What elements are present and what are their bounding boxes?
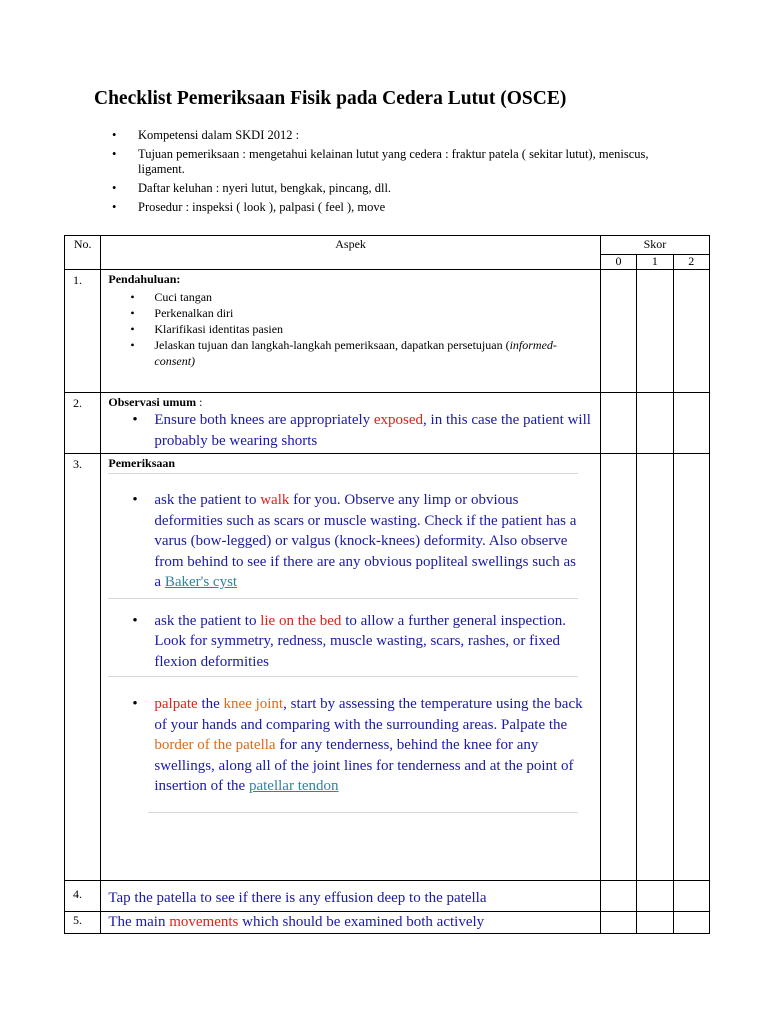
score-cell[interactable] — [637, 393, 673, 454]
score-cell[interactable] — [637, 912, 673, 934]
score-cell[interactable] — [673, 454, 709, 881]
row-number: 3. — [65, 454, 101, 881]
score-cell[interactable] — [637, 454, 673, 881]
row-number: 1. — [65, 270, 101, 393]
observation-text: • Ensure both knees are appropriately exposed, in this case the patient will probably be wearing shorts — [132, 410, 593, 451]
score-cell[interactable] — [673, 393, 709, 454]
score-cell[interactable] — [673, 881, 709, 912]
checklist-table — [64, 235, 710, 934]
table-row — [65, 912, 710, 934]
intro-item: • Prosedur : inspeksi ( look ), palpasi ( feel ), move — [112, 200, 672, 215]
highlight-exposed: exposed — [373, 412, 424, 428]
intro-item: • Kompetensi dalam SKDI 2012 : — [112, 128, 672, 143]
header-aspek: Aspek — [101, 236, 600, 270]
score-cell[interactable] — [673, 270, 709, 393]
intro-item: • Tujuan pemeriksaan : mengetahui kelainan lutut yang cedera : fraktur patela ( sekitar lutut), meniscus, ligament. — [112, 147, 672, 177]
exam-step-walk: • ask the patient to walk for you. Observe any limp or obvious deformities such as scars or muscle wasting. Check if the patient has a varus (bow-legged) or valgus (knock-knees) deformity. Also observe from behind to see if there are any obvious popliteal swellings such as a Baker's cyst — [132, 490, 584, 593]
table-row: 2. Observasi umum : • Ensure both knees are appropriately exposed, in this case the patient will probably be wearing shorts — [65, 393, 710, 454]
tap-patella-text: Tap the patella to see if there is any effusion deep to the patella — [108, 890, 487, 906]
score-cell[interactable] — [637, 881, 673, 912]
header-no: No. — [65, 236, 101, 270]
table-row — [65, 454, 710, 881]
bakers-cyst-link[interactable]: Baker's cyst — [164, 574, 238, 590]
patellar-tendon-link[interactable]: patellar tendon — [248, 778, 339, 794]
score-cell[interactable] — [637, 270, 673, 393]
exam-step-palpate: • palpate the knee joint, start by assessing the temperature using the back of your hands and comparing with the surrounding areas. Palpate the border of the patella for any tenderness, behind the knee for any swellings, along all of the joint lines for tenderness and at the point of insertion of the patellar tendon — [132, 694, 594, 797]
list-item: • Jelaskan tujuan dan langkah-langkah pemeriksaan, dapatkan persetujuan (informed-consent) — [130, 337, 593, 369]
row-number: 5. — [65, 912, 101, 934]
table-row — [65, 270, 710, 393]
score-cell[interactable] — [600, 912, 636, 934]
score-cell[interactable] — [600, 270, 636, 393]
informed-consent-text: informed-consent) — [154, 338, 557, 368]
row-number: 2. — [65, 393, 101, 454]
header-skor: Skor — [600, 236, 709, 255]
score-cell[interactable] — [673, 912, 709, 934]
score-cell[interactable] — [600, 881, 636, 912]
score-header-0: 0 — [600, 255, 636, 270]
section-heading: Pendahuluan: — [108, 272, 181, 286]
score-cell[interactable] — [600, 454, 636, 881]
intro-list — [112, 128, 672, 219]
section-heading: Observasi umum — [108, 395, 197, 409]
exam-step-bed: • ask the patient to lie on the bed to allow a further general inspection. Look for symmetry, redness, muscle wasting, scars, rashes, or fixed flexion deformities — [132, 611, 584, 673]
sub-list — [130, 289, 593, 369]
list-item: • Cuci tangan — [130, 289, 593, 305]
section-heading: Pemeriksaan — [108, 456, 176, 470]
table-row — [65, 881, 710, 912]
score-cell[interactable] — [600, 393, 636, 454]
list-item: • Klarifikasi identitas pasien — [130, 321, 593, 337]
score-header-1: 1 — [637, 255, 673, 270]
list-item: • Perkenalkan diri — [130, 305, 593, 321]
intro-item: • Daftar keluhan : nyeri lutut, bengkak, pincang, dll. — [112, 181, 672, 196]
score-header-2: 2 — [673, 255, 709, 270]
row-number: 4. — [65, 881, 101, 912]
page-title: Checklist Pemeriksaan Fisik pada Cedera Lutut (OSCE) — [94, 88, 567, 109]
movements-text: The main movements which should be examined both actively — [108, 914, 485, 930]
